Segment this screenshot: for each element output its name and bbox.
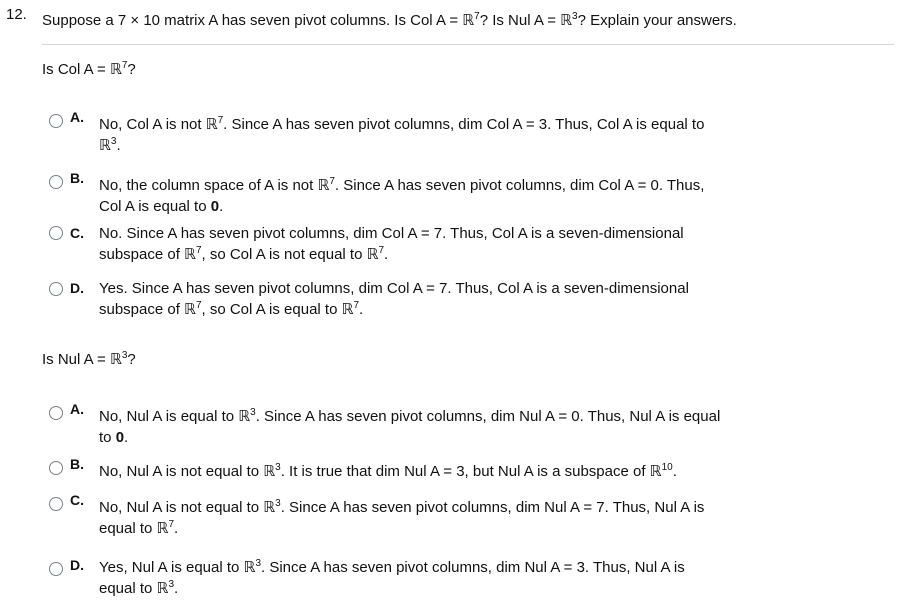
option-letter: C.: [70, 492, 84, 508]
option-text: No, Nul A is equal to ℝ$^3$. Since A has seven pivot columns, dim Nul A = 0. Thus, Nul A is equal to 0.: [99, 407, 721, 446]
option-letter: B.: [70, 456, 84, 472]
radio-button[interactable]: [49, 226, 63, 240]
option-text: No, the column space of A is not ℝ$^7$. Since A has seven pivot columns, dim Col A = 0. Thus, Col A is equal to 0.: [99, 176, 705, 215]
divider: [42, 44, 894, 45]
option-letter: C.: [70, 225, 84, 241]
option-text: Yes. Since A has seven pivot columns, dim Col A = 7. Thus, Col A is a seven-dimensional subspace of ℝ$^7$, so Col A is equal to ℝ$^7$.: [99, 280, 689, 318]
option-letter: D.: [70, 280, 84, 296]
part1-prompt: Is Col A = ℝ$^7$?: [42, 60, 136, 78]
option-letter: A.: [70, 401, 84, 417]
radio-button[interactable]: [49, 114, 63, 128]
option-letter: D.: [70, 557, 84, 573]
radio-button[interactable]: [49, 406, 63, 420]
option-text: No, Nul A is not equal to ℝ$^3$. Since A has seven pivot columns, dim Nul A = 7. Thus, Nul A is equal to ℝ$^7$.: [99, 498, 705, 537]
option-text: Yes, Nul A is equal to ℝ$^3$. Since A has seven pivot columns, dim Nul A = 3. Thus, Nul A is equal to ℝ$^3$.: [99, 558, 685, 597]
option-text: No, Nul A is not equal to ℝ$^3$. It is true that dim Nul A = 3, but Nul A is a subspace of ℝ$^{10}$.: [99, 462, 677, 480]
option-text: No, Col A is not ℝ$^7$. Since A has seven pivot columns, dim Col A = 3. Thus, Col A is equal to ℝ$^3$.: [99, 115, 705, 154]
radio-button[interactable]: [49, 282, 63, 296]
option-letter: A.: [70, 109, 84, 125]
option-letter: B.: [70, 170, 84, 186]
radio-button[interactable]: [49, 497, 63, 511]
question-text: Suppose a 7 × 10 matrix A has seven pivot columns. Is Col A = ℝ$^7$? Is Nul A = ℝ$^3$? Explain your answers.: [42, 11, 737, 29]
question-number: 12.: [6, 6, 27, 23]
radio-button[interactable]: [49, 175, 63, 189]
radio-button[interactable]: [49, 461, 63, 475]
option-text: No. Since A has seven pivot columns, dim Col A = 7. Thus, Col A is a seven-dimensional subspace of ℝ$^7$, so Col A is not equal to ℝ$^7$.: [99, 225, 684, 263]
part2-prompt: Is Nul A = ℝ$^3$?: [42, 350, 136, 368]
radio-button[interactable]: [49, 562, 63, 576]
